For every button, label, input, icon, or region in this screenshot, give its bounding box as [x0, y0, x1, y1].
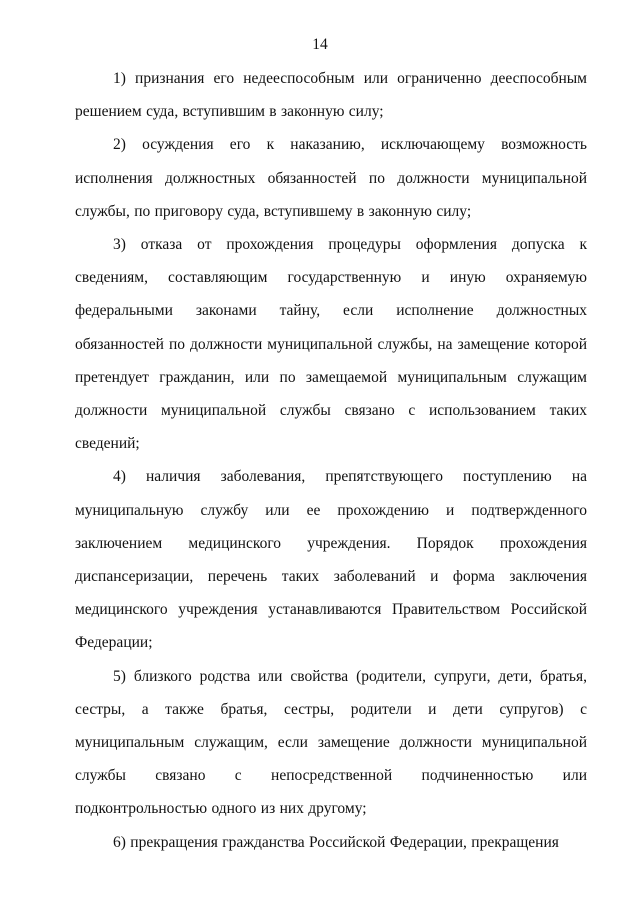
- list-item-2: 2) осуждения его к наказанию, исключающему возможность исполнения должностных обязанностей по должности муниципальной службы, по приговору суда, вступившему в законную силу;: [75, 136, 587, 220]
- list-item-5: 5) близкого родства или свойства (родители, супруги, дети, братья, сестры, а также братья, сестры, родители и дети супругов) с муниципальным служащим, если замещение должности муниципальной службы связано с непосредственной подчиненностью или подконтрольностью одного из них другому;: [75, 667, 587, 818]
- list-item-1: 1) признания его недееспособным или ограниченно дееспособным решением суда, вступившим в законную силу;: [75, 70, 587, 121]
- list-item-4: 4) наличия заболевания, препятствующего поступлению на муниципальную службу или ее прохождению и подтвержденного заключением медицинского учреждения. Порядок прохождения диспансеризации, перечень таких заболеваний и форма заключения медицинского учреждения устанавливаются Правительством Российской Федерации;: [75, 468, 587, 652]
- list-item-3: 3) отказа от прохождения процедуры оформления допуска к сведениям, составляющим государственную и иную охраняемую федеральными законами тайну, если исполнение должностных обязанностей по должности муниципальной службы, на замещение которой претендует гражданин, или по замещаемой муниципальным служащим должности муниципальной службы связано с использованием таких сведений;: [75, 236, 587, 453]
- document-body: [75, 62, 587, 859]
- page-number: 14: [312, 36, 328, 53]
- list-item-6: 6) прекращения гражданства Российской Федерации, прекращения: [113, 833, 559, 851]
